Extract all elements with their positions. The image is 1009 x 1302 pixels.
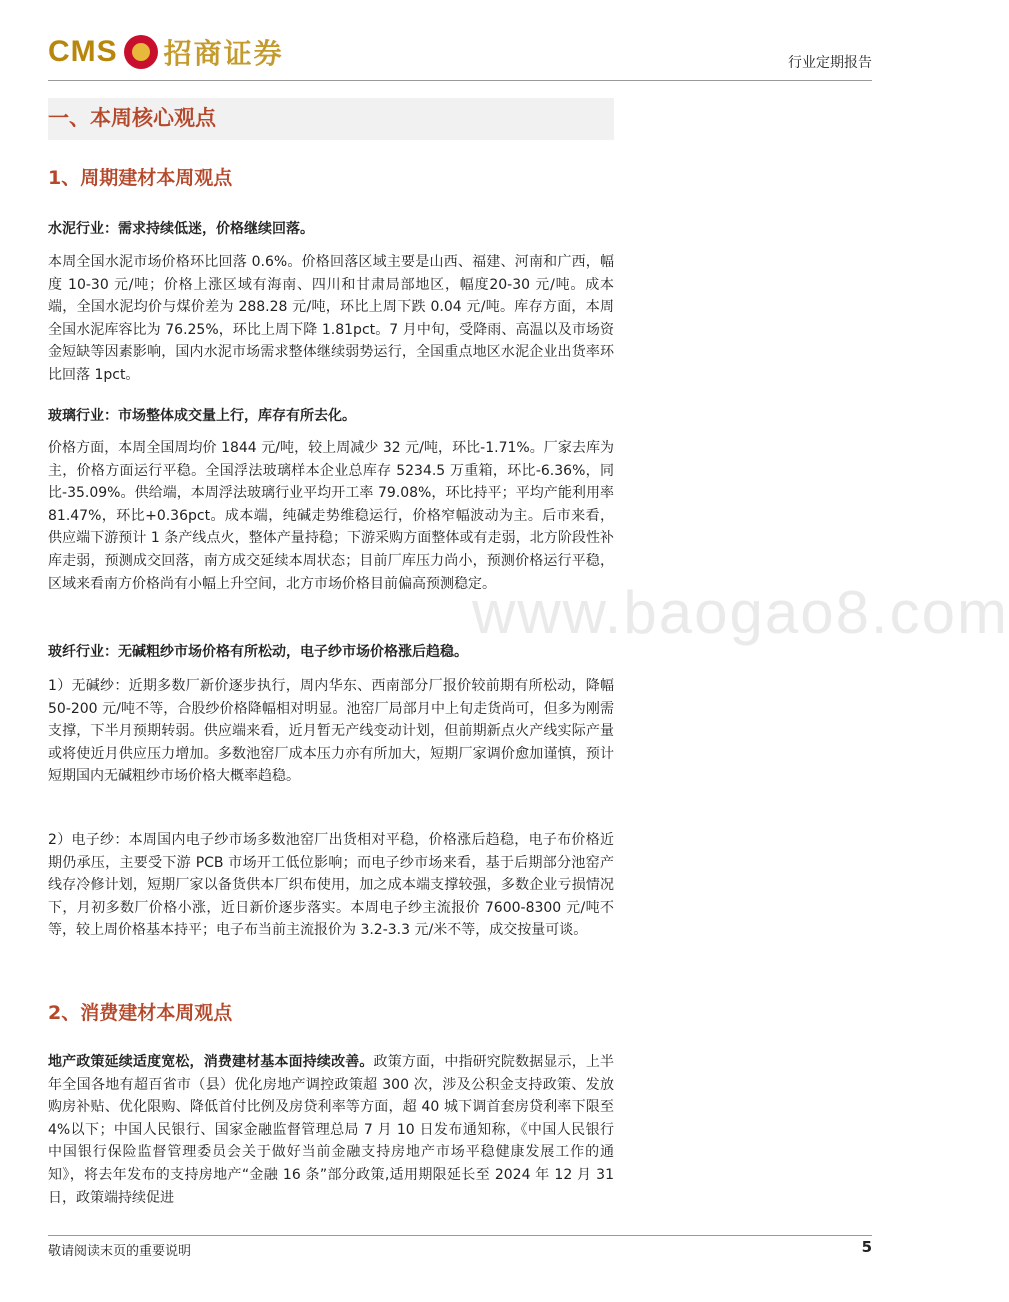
section-title-bar [48,98,614,140]
logo-latin-text: CMS [48,35,118,68]
header-divider [48,80,872,81]
page-number: 5 [861,1238,872,1256]
consumer-body-text: 政策方面，中指研究院数据显示，上半年全国各地有超百省市（县）优化房地产调控政策超 300 次，涉及公积金支持政策、发放购房补贴、优化限购、降低首付比例及房贷利率等方面，超 40 城下调首套房贷利率下限至 4%以下；中国人民银行、国家金融监督管理总局 7 月 10 日发布通知称，《中国人民银行 中国银行保险监督管理委员会关于做好当前金融支持房地产市场平稳健康发展工作的通知》，将去年发布的支持房地产“金融 16 条”部分政策,适用期限延长至 2024 年 12 月 31 日，政策端持续促进 [48,1054,615,1206]
consumer-paragraph [48,1051,614,1209]
glass-paragraph: 价格方面，本周全国周均价 1844 元/吨，较上周减少 32 元/吨，环比-1.71%。厂家去库为主，价格方面运行平稳。全国浮法玻璃样本企业总库存 5234.5 万重箱，环比-6.36%，同比-35.09%。供给端，本周浮法玻璃行业平均开工率 79.08%，环比持平；平均产能利用率 81.47%，环比+0.36pct。成本端，纯碱走势维稳运行，价格窄幅波动为主。后市来看，供应端下游预计 1 条产线点火，整体产量持稳；下游采购方面整体或有走弱，北方阶段性补库走弱，预测成交回落，南方成交延续本周状态；目前厂库压力尚小，预测价格运行平稳，区域来看南方价格尚有小幅上升空间，北方市场价格目前偏高预测稳定。 [48,440,614,592]
glass-heading: 玻璃行业：市场整体成交量上行，库存有所去化。 [48,408,356,424]
fiberglass-heading: 玻纤行业：无碱粗纱市场价格有所松动，电子纱市场价格涨后趋稳。 [48,644,468,660]
report-type-label: 行业定期报告 [788,55,872,71]
page-header [48,30,872,78]
fiberglass-electronic-paragraph: 2）电子纱：本周国内电子纱市场多数池窑厂出货相对平稳，价格涨后趋稳，电子布价格近期仍承压，主要受下游 PCB 市场开工低位影响；而电子纱市场来看，基于后期部分池窑产线存冷修计划，短期厂家以备货供本厂织布使用，加之成本端支撑较强，多数企业亏损情况下，月初多数厂价格小涨，近日新价逐步落实。本周电子纱主流报价 7600-8300 元/吨不等，较上周价格基本持平；电子布当前主流报价为 3.2-3.3 元/米不等，成交按量可谈。 [48,832,614,939]
cement-heading: 水泥行业：需求持续低迷，价格继续回落。 [48,221,314,237]
logo-chinese-text: 招商证券 [163,37,284,70]
watermark-text: www.baogao8.com [472,579,1009,646]
logo-emblem-icon [124,35,158,69]
fiberglass-alkali-free-paragraph: 1）无碱纱：近期多数厂新价逐步执行，周内华东、西南部分厂报价较前期有所松动，降幅 50-200 元/吨不等，合股纱价格降幅相对明显。池窑厂局部月中上旬走货尚可，但多为刚需支撑，下半月预期转弱。供应端来看，近月暂无产线变动计划，但前期新点火产线实际产量或将使近月供应压力增加。多数池窑厂成本压力亦有所加大，短期厂家调价愈加谨慎，预计短期国内无碱粗纱市场价格大概率趋稳。 [48,678,614,785]
subsection-title-consumer: 2、消费建材本周观点 [48,1002,233,1024]
cement-paragraph: 本周全国水泥市场价格环比回落 0.6%。价格回落区域主要是山西、福建、河南和广西，幅度 10-30 元/吨；价格上涨区域有海南、四川和甘肃局部地区，幅度20-30 元/吨。成本端，全国水泥均价与煤价差为 288.28 元/吨，环比上周下跌 0.04 元/吨。库存方面，本周全国水泥库容比为 76.25%，环比上周下降 1.81pct。7 月中旬，受降雨、高温以及市场资金短缺等因素影响，国内水泥市场需求整体继续弱势运行，全国重点地区水泥企业出货率环比回落 1pct。 [48,254,614,383]
consumer-lead-sentence: 地产政策延续适度宽松，消费建材基本面持续改善。 [48,1054,374,1070]
subsection-title-cyclical: 1、周期建材本周观点 [48,167,233,189]
cms-logo [48,32,284,72]
footer-divider [48,1235,872,1236]
section-title: 一、本周核心观点 [48,106,216,130]
footer-disclaimer-note: 敬请阅读末页的重要说明 [48,1244,192,1259]
